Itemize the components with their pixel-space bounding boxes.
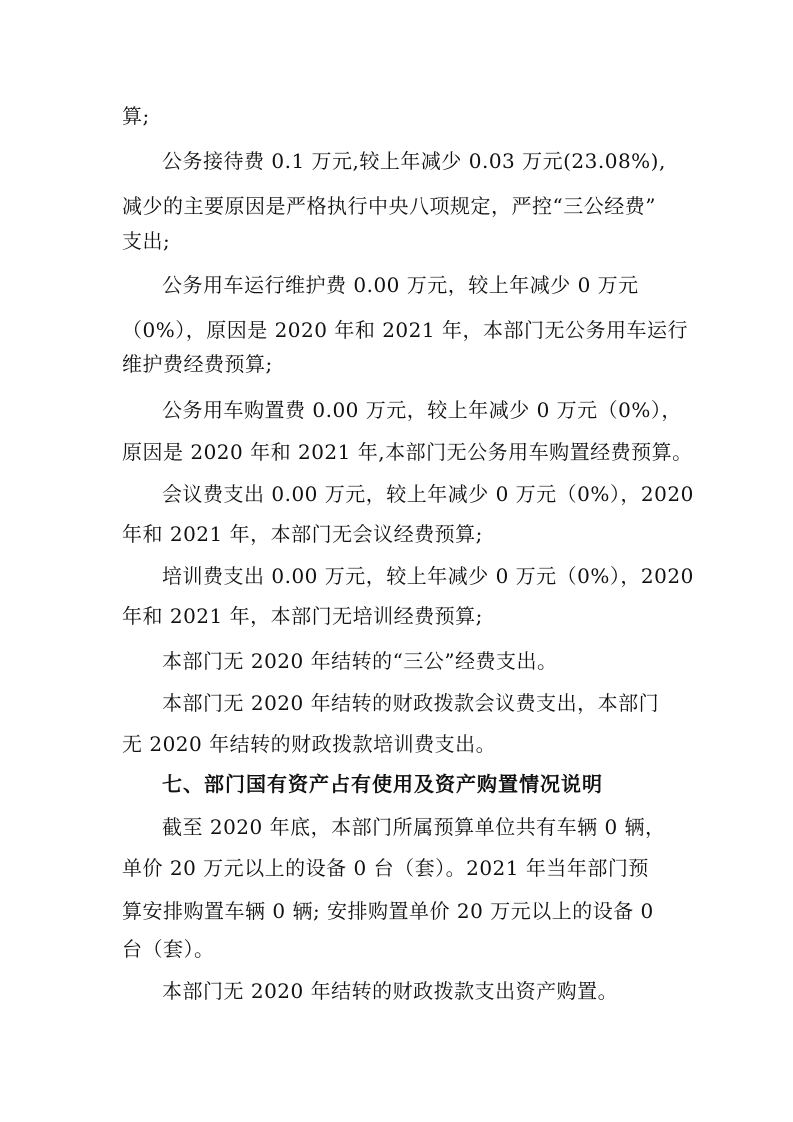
text-line: 支出; [122,229,171,253]
text-line: 算安排购置车辆 0 辆; 安排购置单价 20 万元以上的设备 0 [122,899,654,923]
text-line: 本部门无 2020 年结转的财政拨款支出资产购置。 [162,979,619,1003]
text-line: 年和 2021 年，本部门无会议经费预算; [122,522,483,546]
text-line: 单价 20 万元以上的设备 0 台（套）。2021 年当年部门预 [122,856,649,880]
text-line: 台（套）。 [122,937,215,961]
text-line: 培训费支出 0.00 万元，较上年减少 0 万元（0%），2020 [162,564,694,588]
text-line: 公务用车运行维护费 0.00 万元，较上年减少 0 万元 [162,273,639,297]
text-line: 维护费经费预算; [122,352,273,376]
text-line: 无 2020 年结转的财政拨款培训费支出。 [122,732,497,756]
text-line: 本部门无 2020 年结转的“三公”经费支出。 [162,649,558,673]
text-line: 会议费支出 0.00 万元，较上年减少 0 万元（0%），2020 [162,482,694,506]
text-line: 本部门无 2020 年结转的财政拨款会议费支出，本部门 [162,691,660,715]
text-line: 年和 2021 年，本部门无培训经费预算; [122,604,483,628]
text-line: 截至 2020 年底，本部门所属预算单位共有车辆 0 辆， [162,815,666,839]
section-heading: 七、部门国有资产占有使用及资产购置情况说明 [162,772,603,796]
text-line: 算; [122,104,150,128]
text-line: 公务接待费 0.1 万元,较上年减少 0.03 万元(23.08%), [162,149,666,173]
text-line: （0%），原因是 2020 年和 2021 年，本部门无公务用车运行 [122,318,688,342]
text-line: 原因是 2020 年和 2021 年,本部门无公务用车购置经费预算。 [122,440,693,464]
text-line: 公务用车购置费 0.00 万元，较上年减少 0 万元（0%）， [162,398,682,422]
text-line: 减少的主要原因是严格执行中央八项规定，严控“三公经费” [122,194,656,218]
